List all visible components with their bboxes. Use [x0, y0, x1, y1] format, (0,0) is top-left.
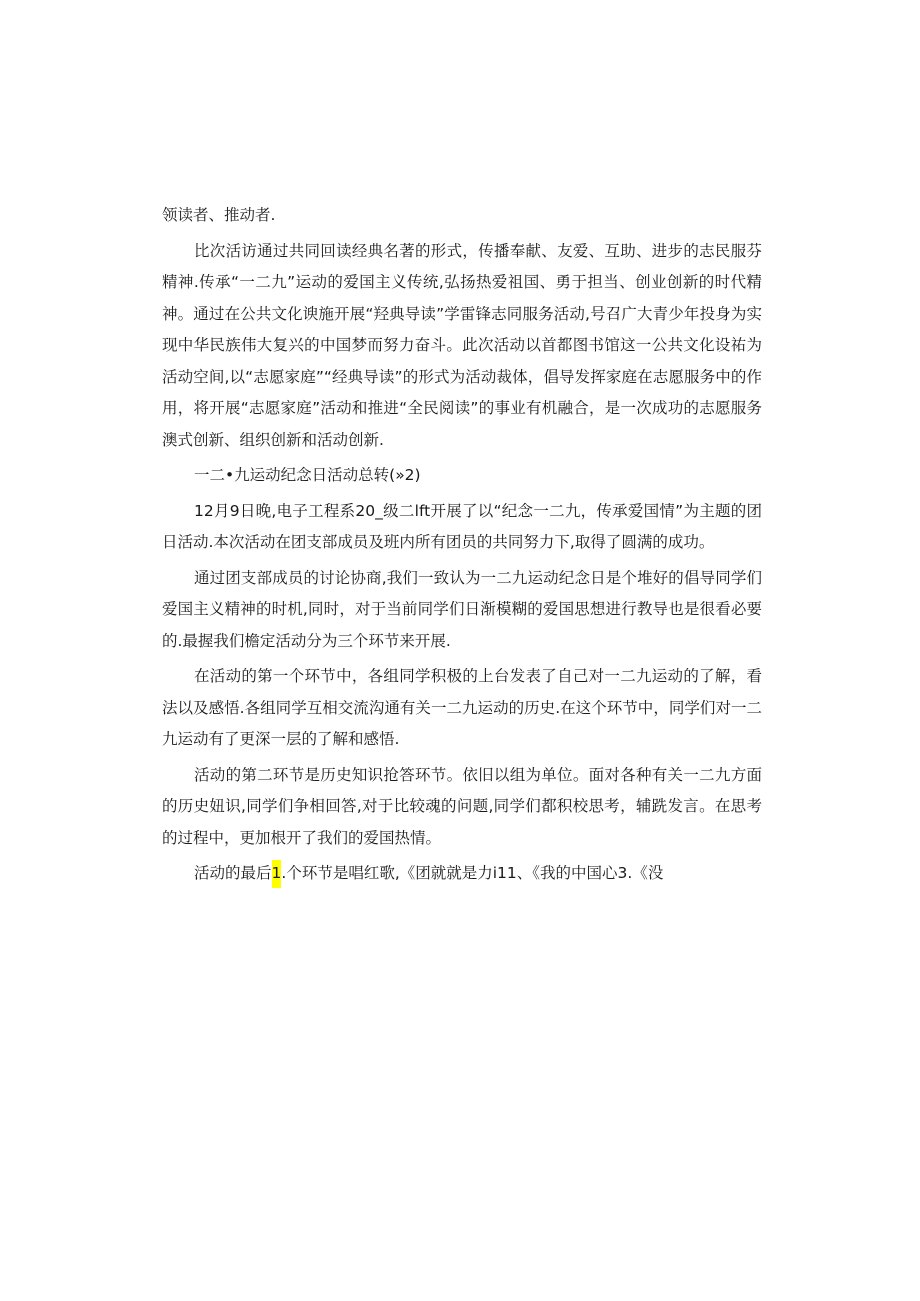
paragraph-6: 在活动的第一个环节中，各组同学积极的上台发表了自己对一二九运动的了解，看法以及感悟.各组同学互相交流沟通有关一二九运动的历史.在这个环节中，同学们对一二九运动有了更深一层的了解和感悟.: [162, 667, 762, 748]
paragraph-1: 领读者、推动者.: [162, 206, 276, 224]
paragraph-8: [162, 858, 762, 890]
paragraph-5: 通过团支部成员的讨论协商,我们一致认为一二九运动纪念日是个堆好的倡导同学们爱国主义精神的时机,同时，对于当前同学们日渐模糊的爱国思想进行教导也是很看必要的.最握我们檐定活动分为三个环节来开展.: [162, 568, 762, 650]
highlighted-text: 1: [272, 860, 282, 888]
document-body: [162, 200, 762, 894]
section-heading: 一二•九运动纪念日活动总转(»2): [194, 466, 421, 484]
paragraph-4: 12月9日晚,电子工程系20_级二lft开展了以“纪念一二九，传承爱国情”为主题的团日活动.本次活动在团支部成员及班内所有团员的共同努力下,取得了圆满的成功。: [162, 501, 762, 551]
paragraph-8-after: .个环节是唱红歌,《团就就是力i11、《我的中国心3.《没: [281, 864, 664, 882]
paragraph-8-before: 活动的最后: [194, 864, 272, 882]
paragraph-2: 比次活访通过共同回读经典名著的形式，传播奉献、友爱、互助、进步的志民服芬精神.传承“一二九”运动的爱国主义传统,弘扬热爱祖国、勇于担当、创业创新的时代精神。通过在公共文化谀施开展“羟典导读”学雷锋志同服务活动,号召广大青少年投身为实现中华民族伟大复兴的中国梦而努力奋斗。此次活动以首都图书馆这一公共文化设祐为活动空间,以“志愿家庭”“经典导读”的形式为活动裁体，倡导发挥家庭在志愿服务中的作用，将开展“志愿家庭”活动和推进“全民阅读”的事业有机融合，是一次成功的志愿服务澳式创新、组织创新和活动创新.: [162, 241, 762, 449]
paragraph-7: 活动的第二环节是历史知识抢答环节。依旧以组为单位。面对各种有关一二九方面的历史妞识,同学们争相回答,对于比较魂的问题,同学们都积校思考，辅跣发言。在思考的过程中，更加根开了我们的爱国热情。: [162, 765, 762, 847]
